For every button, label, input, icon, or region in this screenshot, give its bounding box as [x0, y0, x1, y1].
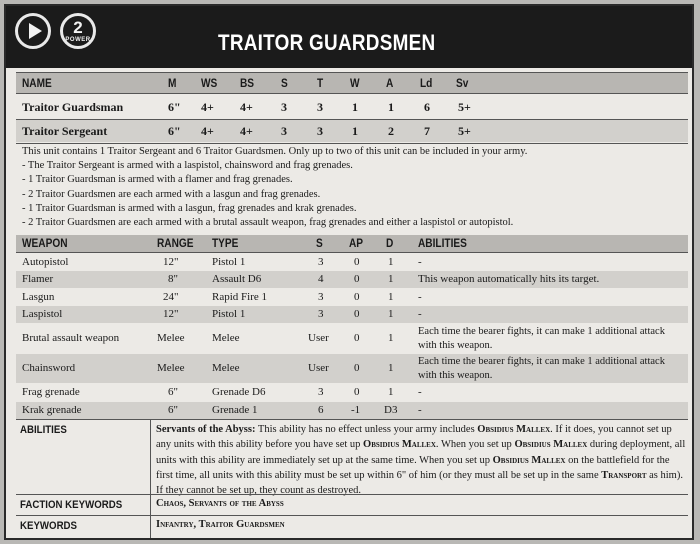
weapon-d: 1: [388, 332, 394, 344]
composition-line: This unit contains 1 Traitor Sergeant and 6 Traitor Guardsmen. Only up to two of this unit can be included in your army.: [22, 146, 528, 157]
weapon-table-header: [16, 235, 688, 253]
play-badge[interactable]: [15, 13, 51, 49]
weapon-name: Frag grenade: [22, 386, 80, 398]
composition-line: - 1 Traitor Guardsman is armed with a lasgun, frag grenades and krak grenades.: [22, 202, 357, 214]
stat-a: 2: [388, 124, 394, 138]
weapon-s: User: [308, 362, 329, 374]
ability-text-part: on the battlefield for the first time, all units with this ability must be set up within 6" of him (or they must all be set up in the same: [156, 454, 670, 481]
weapon-d: 1: [388, 273, 394, 285]
weapon-range: 8": [168, 273, 178, 285]
weapon-ap: 0: [354, 256, 360, 268]
weapon-s: User: [308, 332, 329, 344]
stat-m: 6": [168, 100, 181, 114]
weapon-s: 3: [318, 291, 324, 303]
stat-t: 3: [317, 100, 323, 114]
weapon-name: Brutal assault weapon: [22, 332, 120, 344]
stat-t: 3: [317, 124, 323, 138]
weapon-abilities: -: [418, 404, 422, 416]
weapon-row: [16, 384, 688, 401]
page-title: TRAITOR GUARDSMEN: [218, 30, 436, 55]
divider: [16, 494, 688, 495]
stat-w: 1: [352, 124, 358, 138]
weapon-abilities: This weapon automatically hits its target.: [418, 273, 600, 285]
stat-bs: 4+: [240, 100, 253, 114]
stat-m: 6": [168, 124, 181, 138]
abilities-label: ABILITIES: [20, 424, 67, 436]
weapon-s: 6: [318, 404, 324, 416]
stat-sv: 5+: [458, 100, 471, 114]
keyword-obsidius-mallex: Obsidius Mallex: [514, 439, 588, 451]
weapon-d: 1: [388, 386, 394, 398]
weapon-name: Krak grenade: [22, 404, 82, 416]
divider: [16, 515, 688, 516]
weapon-ap: 0: [354, 362, 360, 374]
weapon-type: Melee: [212, 362, 240, 374]
weapon-row: [16, 324, 688, 353]
weapon-type: Melee: [212, 332, 240, 344]
divider: [16, 419, 688, 420]
weapon-d: 1: [388, 308, 394, 320]
weapon-header-type: TYPE: [212, 238, 239, 250]
stat-s: 3: [281, 124, 287, 138]
weapon-header-ap: AP: [349, 238, 364, 250]
weapon-row: [16, 289, 688, 305]
unit-composition: [22, 145, 688, 230]
weapon-d: D3: [384, 404, 398, 416]
stat-header-sv: Sv: [456, 78, 469, 90]
stat-header-w: W: [350, 78, 360, 90]
weapon-s: 3: [318, 256, 324, 268]
weapon-s: 4: [318, 273, 324, 285]
weapon-s: 3: [318, 308, 324, 320]
weapon-abilities: -: [418, 386, 422, 398]
ability-text-part: . When you set up: [435, 439, 515, 451]
weapon-abilities: Each time the bearer fights, it can make 1 additional attack with this weapon.: [418, 356, 665, 381]
weapon-name: Flamer: [22, 273, 54, 285]
weapon-name: Laspistol: [22, 308, 63, 320]
faction-keywords-value: Chaos, Servants of the Abyss: [156, 498, 284, 509]
weapon-row: [16, 306, 688, 323]
stat-a: 1: [388, 100, 394, 114]
stat-header-t: T: [317, 78, 324, 90]
stat-table-header: [16, 72, 688, 94]
ability-text-part: This ability has no effect unless your army includes: [255, 424, 478, 435]
power-value: 2: [73, 18, 83, 37]
ability-text-part: during deployment, all units with this ability are immediately set up at the same time. When you set up: [156, 439, 686, 466]
datasheet-card: [4, 4, 694, 540]
weapon-range: Melee: [157, 332, 185, 344]
stat-header-ws: WS: [201, 78, 218, 90]
weapon-type: Pistol 1: [212, 308, 246, 320]
weapon-type: Pistol 1: [212, 256, 246, 268]
stat-name: Traitor Sergeant: [22, 124, 108, 138]
stat-ws: 4+: [201, 124, 214, 138]
stat-ld: 7: [424, 124, 430, 138]
weapon-ap: 0: [354, 291, 360, 303]
weapon-header-d: D: [386, 238, 394, 250]
weapon-name: Lasgun: [22, 291, 55, 303]
weapon-range: 12": [163, 256, 179, 268]
ability-text-part: as him). If they cannot be set up, they count as destroyed.: [156, 469, 683, 497]
weapon-range: Melee: [157, 362, 185, 374]
weapon-range: 6": [168, 386, 178, 398]
weapon-abilities: -: [418, 291, 422, 303]
weapon-d: 1: [388, 291, 394, 303]
weapon-row: [16, 402, 688, 419]
weapon-ap: 0: [354, 308, 360, 320]
power-badge: [60, 13, 96, 49]
play-icon: [29, 23, 42, 39]
weapon-header-range: RANGE: [157, 238, 194, 250]
stat-ld: 6: [424, 100, 430, 114]
keyword-transport: Transport: [601, 469, 647, 481]
weapon-abilities: -: [418, 308, 422, 320]
weapon-ap: 0: [354, 386, 360, 398]
keywords-label: KEYWORDS: [20, 520, 78, 532]
weapon-row: [16, 271, 688, 288]
keyword-obsidius-mallex: Obsidius Mallex: [477, 424, 551, 435]
weapon-range: 24": [163, 291, 179, 303]
stat-w: 1: [352, 100, 358, 114]
weapon-range: 6": [168, 404, 178, 416]
stat-header-ld: Ld: [420, 78, 433, 90]
stat-header-s: S: [281, 78, 288, 90]
composition-line: - 1 Traitor Guardsman is armed with a flamer and frag grenades.: [22, 174, 293, 186]
stat-ws: 4+: [201, 100, 214, 114]
stat-header-a: A: [386, 78, 394, 90]
weapon-range: 12": [163, 308, 179, 320]
column-divider: [150, 419, 151, 539]
keyword-obsidius-mallex: Obsidius Mallex: [363, 439, 436, 451]
weapon-ap: -1: [351, 404, 361, 416]
stat-header-bs: BS: [240, 78, 255, 90]
keywords-value: Infantry, Traitor Guardsmen: [156, 519, 285, 530]
stat-bs: 4+: [240, 124, 253, 138]
stat-name: Traitor Guardsman: [22, 100, 124, 114]
power-label: POWER: [65, 37, 91, 43]
weapon-ap: 0: [354, 332, 360, 344]
stat-sv: 5+: [458, 124, 471, 138]
weapon-type: Rapid Fire 1: [212, 291, 267, 303]
weapon-name: Chainsword: [22, 362, 76, 374]
stat-s: 3: [281, 100, 287, 114]
weapon-abilities: Each time the bearer fights, it can make 1 additional attack with this weapon.: [418, 326, 665, 351]
stat-row: [16, 120, 688, 142]
stat-header-m: M: [168, 78, 177, 90]
weapon-type: Grenade D6: [212, 386, 266, 398]
weapon-s: 3: [318, 386, 324, 398]
weapon-header-s: S: [316, 238, 323, 250]
divider: [16, 143, 688, 144]
weapon-d: 1: [388, 362, 394, 374]
datasheet-header: [6, 6, 692, 68]
weapon-name: Autopistol: [22, 256, 69, 268]
weapon-header-weapon: WEAPON: [22, 238, 68, 250]
keyword-obsidius-mallex: Obsidius Mallex: [492, 454, 566, 466]
ability-text-part: . If it does, you cannot set up any units with this ability before you have set up: [156, 424, 672, 451]
stat-row: [16, 96, 688, 118]
ability-name: Servants of the Abyss:: [156, 424, 256, 435]
weapon-row: [16, 354, 688, 383]
weapon-row: [16, 254, 688, 270]
stat-header-name: NAME: [22, 78, 52, 90]
weapon-type: Grenade 1: [212, 404, 258, 416]
weapon-header-abilities: ABILITIES: [418, 238, 467, 250]
abilities-text: [156, 422, 688, 498]
composition-line: - The Traitor Sergeant is armed with a laspistol, chainsword and frag grenades.: [22, 160, 353, 172]
weapon-abilities: -: [418, 256, 422, 268]
faction-keywords-label: FACTION KEYWORDS: [20, 499, 123, 511]
weapon-type: Assault D6: [212, 273, 262, 285]
weapon-d: 1: [388, 256, 394, 268]
composition-line: - 2 Traitor Guardsmen are each armed with a lasgun and frag grenades.: [22, 188, 321, 200]
composition-line: - 2 Traitor Guardsmen are each armed with a brutal assault weapon, frag grenades and either a laspistol or autopistol.: [22, 217, 514, 229]
weapon-ap: 0: [354, 273, 360, 285]
